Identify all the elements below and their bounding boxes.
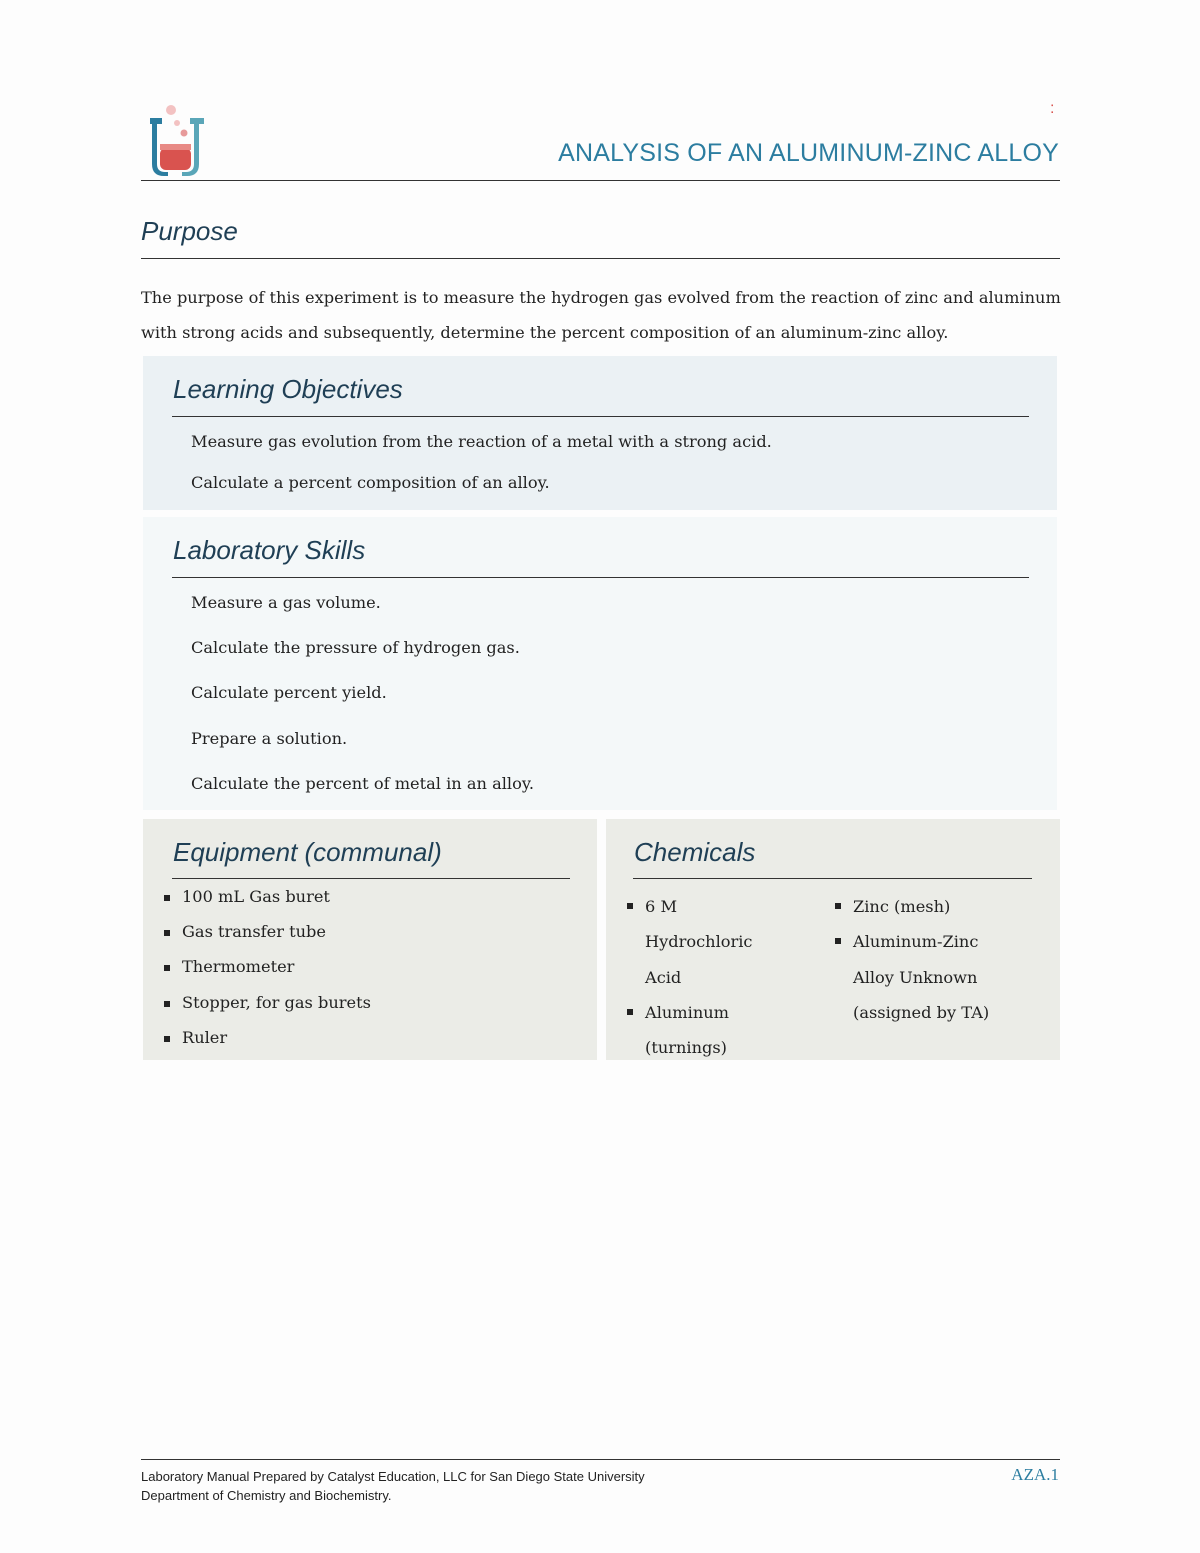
footer-credits [141,1467,645,1505]
list-item: Calculate percent yield. [191,683,387,703]
lab-flask-logo-icon [146,104,208,178]
header-divider [141,180,1060,181]
laboratory-skills-heading: Laboratory Skills [173,535,366,565]
list-item: Aluminum-Zinc Alloy Unknown (assigned by TA) [835,924,1005,1030]
laboratory-skills-box [143,517,1057,810]
list-item: Gas transfer tube [164,918,371,953]
list-item: Thermometer [164,953,371,988]
page-code: AZA.1 [1011,1465,1059,1484]
document-title: ANALYSIS OF AN ALUMINUM-ZINC ALLOY [558,139,1059,167]
header-mark: : [1050,100,1055,117]
list-item: Measure gas evolution from the reaction of a metal with a strong acid. [191,432,772,451]
bullet-icon [164,965,170,971]
bullet-icon [835,938,841,944]
footer-line-1: Laboratory Manual Prepared by Catalyst Education, LLC for San Diego State University [141,1469,645,1484]
list-item: Calculate a percent composition of an alloy. [191,473,550,492]
equipment-list [164,883,371,1059]
learning-objectives-list [191,428,772,510]
list-item: Ruler [164,1024,371,1059]
footer-line-2: Department of Chemistry and Biochemistry. [141,1488,392,1503]
bullet-icon [164,1036,170,1042]
footer-divider [141,1459,1060,1460]
chemicals-divider [633,878,1032,879]
bullet-icon [164,1001,170,1007]
learning-objectives-box [143,356,1057,510]
learning-objectives-divider [172,416,1029,417]
list-item: Measure a gas volume. [191,593,381,612]
bullet-icon [627,1009,633,1015]
laboratory-skills-divider [172,577,1029,578]
list-item: Calculate the pressure of hydrogen gas. [191,638,520,658]
list-item: Aluminum (turnings) [627,995,787,1066]
chemicals-heading: Chemicals [634,837,756,867]
list-item: Prepare a solution. [191,728,348,748]
list-item: 100 mL Gas buret [164,883,371,918]
chemicals-list-column-2 [835,889,1005,1030]
equipment-heading: Equipment (communal) [173,837,442,867]
list-item: Stopper, for gas burets [164,989,371,1024]
list-item: Zinc (mesh) [835,889,1005,924]
chemicals-box [606,819,1060,1060]
list-item: 6 M Hydrochloric Acid [627,889,787,995]
learning-objectives-heading: Learning Objectives [173,374,403,404]
bullet-icon [164,895,170,901]
purpose-heading: Purpose [141,216,238,246]
equipment-divider [172,878,570,879]
purpose-divider [141,258,1060,259]
bullet-icon [164,930,170,936]
laboratory-skills-list [191,589,534,815]
list-item: Calculate the percent of metal in an alloy. [191,773,534,793]
equipment-box [143,819,597,1060]
purpose-text: The purpose of this experiment is to measure the hydrogen gas evolved from the reaction of zinc and aluminum with strong acids and subsequently, determine the percent composition of an aluminum-zinc alloy. [141,288,1061,342]
chemicals-list-column-1 [627,889,787,1065]
bullet-icon [627,903,633,909]
bullet-icon [835,903,841,909]
